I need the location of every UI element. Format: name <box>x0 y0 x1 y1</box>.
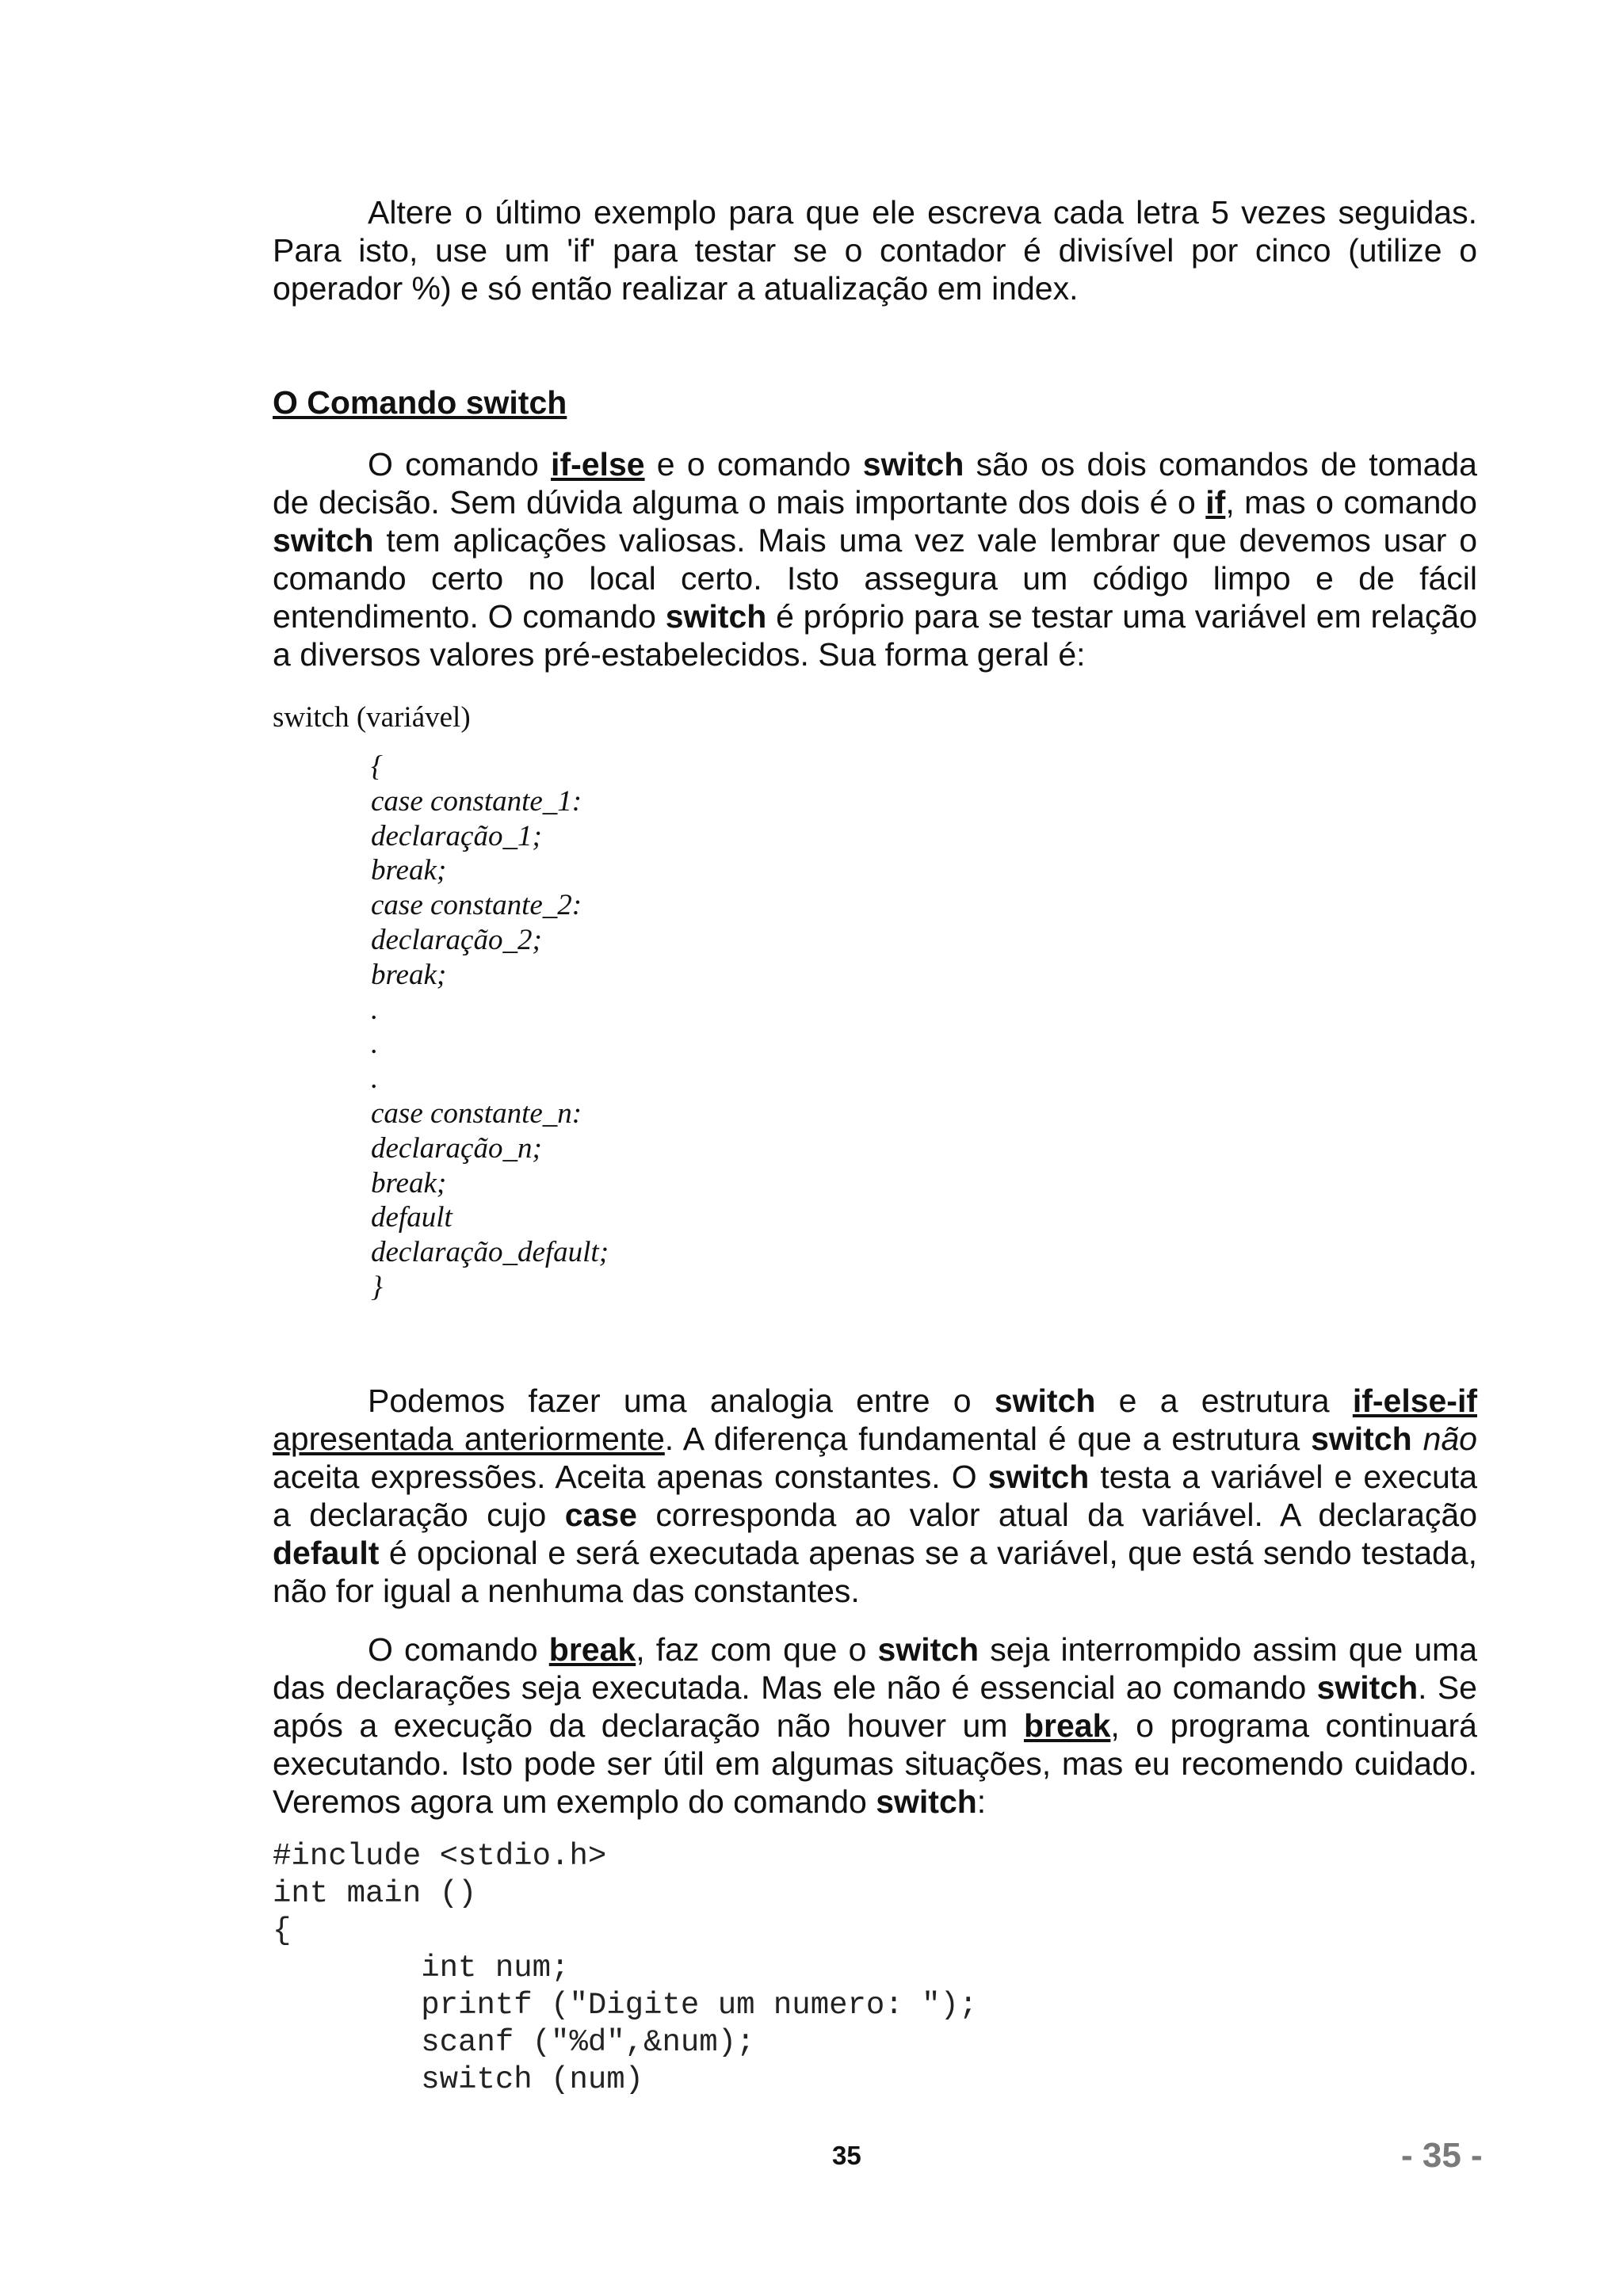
paragraph-1 <box>273 445 1477 673</box>
text-run: corresponda ao valor atual da variável. A declaração <box>636 1497 1478 1533</box>
keyword-case: case <box>564 1497 637 1533</box>
syntax-line: break; <box>371 1166 447 1199</box>
syntax-line: declaração_2; <box>371 923 542 956</box>
text-run: : <box>976 1783 987 1820</box>
keyword-if-else: if-else <box>551 446 645 482</box>
syntax-line: case constante_2: <box>371 889 582 922</box>
paragraph-1-block <box>273 445 1477 673</box>
code-line: int main () <box>273 1876 477 1911</box>
keyword-switch: switch <box>1311 1421 1412 1457</box>
syntax-line: . <box>371 993 379 1026</box>
code-line: { <box>273 1913 292 1948</box>
code-block <box>273 1838 977 2099</box>
section-heading: O Comando switch <box>273 384 567 421</box>
text-run: e a estrutura <box>1095 1383 1353 1419</box>
code-line: int num; <box>273 1951 570 1985</box>
text-run: , faz com que o <box>636 1631 878 1668</box>
syntax-line: declaração_1; <box>371 819 542 852</box>
syntax-line: { <box>371 750 383 783</box>
text-run: O comando <box>368 446 552 482</box>
keyword-switch: switch <box>273 522 374 559</box>
text-run: , o programa continuará executando. Isto pode ser útil em algumas situações, mas eu recomendo cuidado. Veremos agora um exemplo do comando <box>273 1707 1477 1820</box>
text-run: Podemos fazer uma analogia entre o <box>368 1383 995 1419</box>
keyword-switch: switch <box>987 1459 1090 1495</box>
keyword-default: default <box>273 1535 380 1571</box>
keyword-break: break <box>548 1631 636 1668</box>
keyword-if: if <box>1205 484 1226 521</box>
syntax-line: break; <box>371 854 447 887</box>
syntax-line: declaração_n; <box>371 1131 542 1165</box>
underlined-reference: apresentada anteriormente <box>273 1421 665 1457</box>
text-run: seja interrompido assim que uma das declarações seja executada. Mas ele não é essencial ao comando <box>273 1631 1477 1706</box>
keyword-switch: switch <box>1316 1669 1419 1706</box>
keyword-switch: switch <box>877 1631 980 1668</box>
text-run: aceita expressões. Aceita apenas constantes. O <box>273 1459 988 1495</box>
syntax-line: . <box>371 1062 379 1096</box>
syntax-block <box>371 749 609 1305</box>
keyword-switch: switch <box>665 598 767 635</box>
paragraph-2 <box>273 1382 1477 1610</box>
syntax-line: case constante_1: <box>371 784 582 818</box>
footer-page-label: - 35 - <box>1401 2136 1483 2175</box>
intro-text: Altere o último exemplo para que ele escreva cada letra 5 vezes seguidas. Para isto, use um 'if' para testar se o contador é divisível por cinco (utilize o operador %) e só então realizar a atualização em index. <box>273 194 1477 307</box>
paragraph-3 <box>273 1630 1477 1821</box>
footer-page-number: 35 <box>832 2141 861 2170</box>
syntax-heading: switch (variável) <box>273 701 471 734</box>
code-line: #include <stdio.h> <box>273 1839 607 1874</box>
text-run: . Se após a execução da declaração não houver um <box>273 1669 1477 1744</box>
keyword-switch: switch <box>994 1383 1096 1419</box>
text-run: são os dois comandos de tomada de decisão. Sem dúvida alguma o mais importante dos dois é o <box>273 446 1477 521</box>
text-run <box>1412 1421 1423 1457</box>
code-line: scanf ("%d",&num); <box>273 2025 755 2060</box>
text-run: , mas o comando <box>1225 484 1477 521</box>
keyword-switch: switch <box>862 446 964 482</box>
paragraph-3-block <box>273 1630 1477 1821</box>
keyword-break: break <box>1023 1707 1111 1744</box>
syntax-line: default <box>371 1201 453 1234</box>
keyword-switch: switch <box>876 1783 977 1820</box>
text-run: e o comando <box>644 446 863 482</box>
syntax-line: case constante_n: <box>371 1097 582 1130</box>
syntax-line: . <box>371 1028 379 1061</box>
text-run: é opcional e será executada apenas se a variável, que está sendo testada, não for igual a nenhuma das constantes. <box>273 1535 1477 1609</box>
intro-paragraph-block <box>273 193 1477 307</box>
text-run: testa a variável e executa a declaração cujo <box>273 1459 1477 1533</box>
keyword-if-else-if: if-else-if <box>1352 1383 1478 1419</box>
text-run: . A diferença fundamental é que a estrutura <box>664 1421 1312 1457</box>
syntax-line: declaração_default; <box>371 1236 609 1269</box>
text-run: é próprio para se testar uma variável em relação a diversos valores pré-estabelecidos. Sua forma geral é: <box>273 598 1477 673</box>
code-line: printf ("Digite um numero: "); <box>273 1988 978 2023</box>
text-run: tem aplicações valiosas. Mais uma vez vale lembrar que devemos usar o comando certo no local certo. Isto assegura um código limpo e de fácil entendimento. O comando <box>273 522 1477 635</box>
syntax-line: break; <box>371 958 447 991</box>
intro-paragraph <box>273 193 1477 307</box>
paragraph-2-block <box>273 1382 1477 1610</box>
code-line: switch (num) <box>273 2062 644 2097</box>
emphasis-nao: não <box>1423 1421 1477 1457</box>
text-run: O comando <box>368 1631 549 1668</box>
syntax-line: } <box>371 1270 383 1303</box>
